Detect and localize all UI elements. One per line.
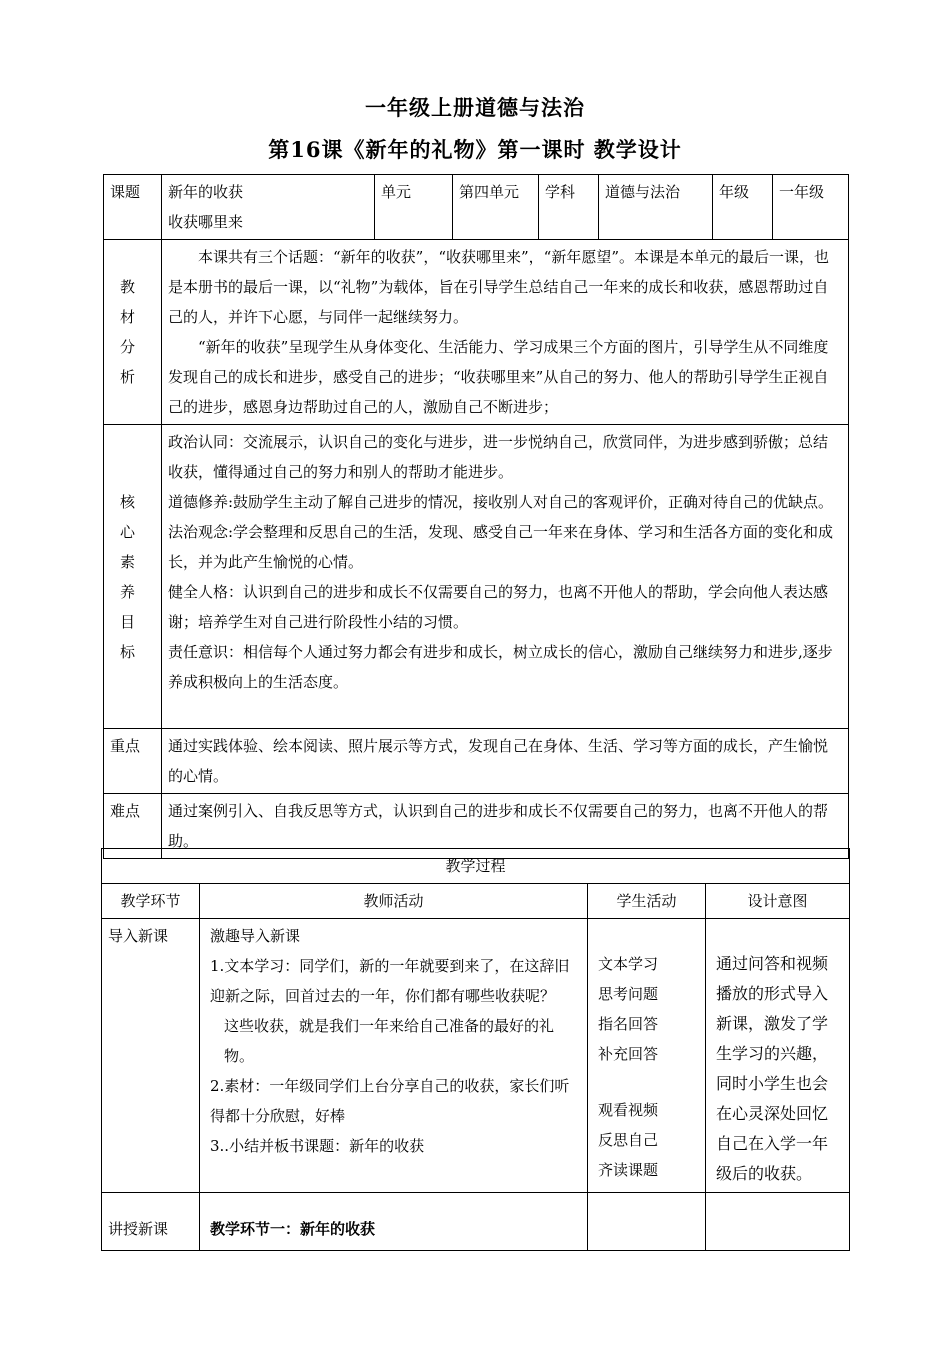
topic-value-line: 收获哪里来 xyxy=(168,213,244,231)
literacy-label xyxy=(104,425,162,729)
grade-value: 一年级 xyxy=(773,175,849,240)
topic-value-line: 新年的收获 xyxy=(168,183,244,201)
teacher-activity-cell xyxy=(200,919,588,1193)
student-activity-cell xyxy=(588,1193,706,1251)
topic-label: 课题 xyxy=(104,175,162,240)
literacy-label-line: 素 养 xyxy=(119,552,145,601)
analysis-content xyxy=(162,240,849,425)
analysis-label xyxy=(104,240,162,425)
student-activity: 指名回答 xyxy=(598,1015,659,1033)
key-point-text: 通过实践体验、绘本阅读、照片展示等方式，发现自己在身体、生活、学习等方面的成长，产生愉悦的心情。 xyxy=(162,729,849,794)
literacy-item: 道德修养:鼓励学生主动了解自己进步的情况，接收别人对自己的客观评价，正确对待自己的优缺点。 xyxy=(168,493,834,511)
topic-value xyxy=(162,175,375,240)
design-intent-cell xyxy=(706,1193,850,1251)
col-teacher: 教师活动 xyxy=(200,884,588,919)
table-row xyxy=(102,1193,850,1251)
col-intent: 设计意图 xyxy=(706,884,850,919)
student-activity: 齐读课题 xyxy=(598,1161,659,1179)
student-activity-cell xyxy=(588,919,706,1193)
table-row xyxy=(102,919,850,1193)
teacher-activity-text: 这些收获，就是我们一年来给自己准备的最好的礼物。 xyxy=(224,1017,555,1065)
key-point-label: 重点 xyxy=(104,729,162,794)
document-subtitle: 第16课《新年的礼物》第一课时 教学设计 xyxy=(268,137,682,162)
subject-value: 道德与法治 xyxy=(599,175,713,240)
literacy-item: 健全人格：认识到自己的进步和成长不仅需要自己的努力，也离不开他人的帮助，学会向他人表达感谢；培养学生对自己进行阶段性小结的习惯。 xyxy=(168,583,829,631)
grade-label: 年级 xyxy=(713,175,773,240)
stage-cell: 讲授新课 xyxy=(102,1193,200,1251)
literacy-label-line: 目 标 xyxy=(119,612,145,661)
student-activity: 反思自己 xyxy=(598,1131,659,1149)
document-title: 一年级上册道德与法治 xyxy=(365,95,585,120)
teacher-activity-text: 2.素材：一年级同学们上台分享自己的收获，家长们听得都十分欣慰，好棒 xyxy=(210,1077,570,1125)
analysis-label-line: 分 析 xyxy=(119,338,145,386)
teacher-activity-title: 教学环节一：新年的收获 xyxy=(200,1193,588,1251)
student-activity: 文本学习 xyxy=(598,955,659,973)
teaching-process-table xyxy=(101,848,850,1251)
unit-label: 单元 xyxy=(375,175,453,240)
literacy-item: 法治观念:学会整理和反思自己的生活，发现、感受自己一年来在身体、学习和生活各方面的变化和成长，并为此产生愉悦的心情。 xyxy=(168,523,834,571)
student-activity: 观看视频 xyxy=(598,1101,659,1119)
design-intent-cell: 通过问答和视频播放的形式导入新课，激发了学生学习的兴趣，同时小学生也会在心灵深处回忆自己在入学一年级后的收获。 xyxy=(706,919,850,1193)
student-activity: 思考问题 xyxy=(598,985,659,1003)
teacher-activity-text: 1.文本学习：同学们，新的一年就要到来了，在这辞旧迎新之际，回首过去的一年，你们都有哪些收获呢？ xyxy=(210,957,570,1005)
student-activity: 补充回答 xyxy=(598,1045,659,1063)
col-student: 学生活动 xyxy=(588,884,706,919)
analysis-paragraph: 本课共有三个话题：“新年的收获”，“收获哪里来”，“新年愿望”。本课是本单元的最后一课，也是本册书的最后一课，以“礼物”为载体，旨在引导学生总结自己一年来的成长和收获，感恩帮助过自己的人，并许下心愿，与同伴一起继续努力。 xyxy=(168,248,830,326)
stage-cell: 导入新课 xyxy=(102,919,200,1193)
teacher-activity-title: 激趣导入新课 xyxy=(210,927,301,945)
literacy-content xyxy=(162,425,849,729)
teacher-activity-text: 3..小结并板书课题：新年的收获 xyxy=(210,1137,425,1155)
analysis-label-line: 教 材 xyxy=(119,278,145,326)
analysis-paragraph: “新年的收获”呈现学生从身体变化、生活能力、学习成果三个方面的图片，引导学生从不同维度发现自己的成长和进步，感受自己的进步；“收获哪里来”从自己的努力、他人的帮助引导学生正视自己的进步，感恩身边帮助过自己的人，激励自己不断进步； xyxy=(168,338,829,416)
literacy-label-line: 核 心 xyxy=(119,492,145,541)
difficulty-text: 通过案例引入、自我反思等方式，认识到自己的进步和成长不仅需要自己的努力，也离不开他人的帮助。 xyxy=(162,794,849,859)
subject-label: 学科 xyxy=(539,175,599,240)
unit-value: 第四单元 xyxy=(453,175,539,240)
literacy-item: 责任意识：相信每个人通过努力都会有进步和成长，树立成长的信心，激励自己继续努力和进步,逐步养成积极向上的生活态度。 xyxy=(168,643,833,691)
lesson-info-table xyxy=(103,174,849,859)
literacy-item: 政治认同：交流展示，认识自己的变化与进步，进一步悦纳自己，欣赏同伴，为进步感到骄傲；总结收获，懂得通过自己的努力和别人的帮助才能进步。 xyxy=(168,433,829,481)
process-header: 教学过程 xyxy=(102,849,850,884)
difficulty-label: 难点 xyxy=(104,794,162,859)
col-stage: 教学环节 xyxy=(102,884,200,919)
